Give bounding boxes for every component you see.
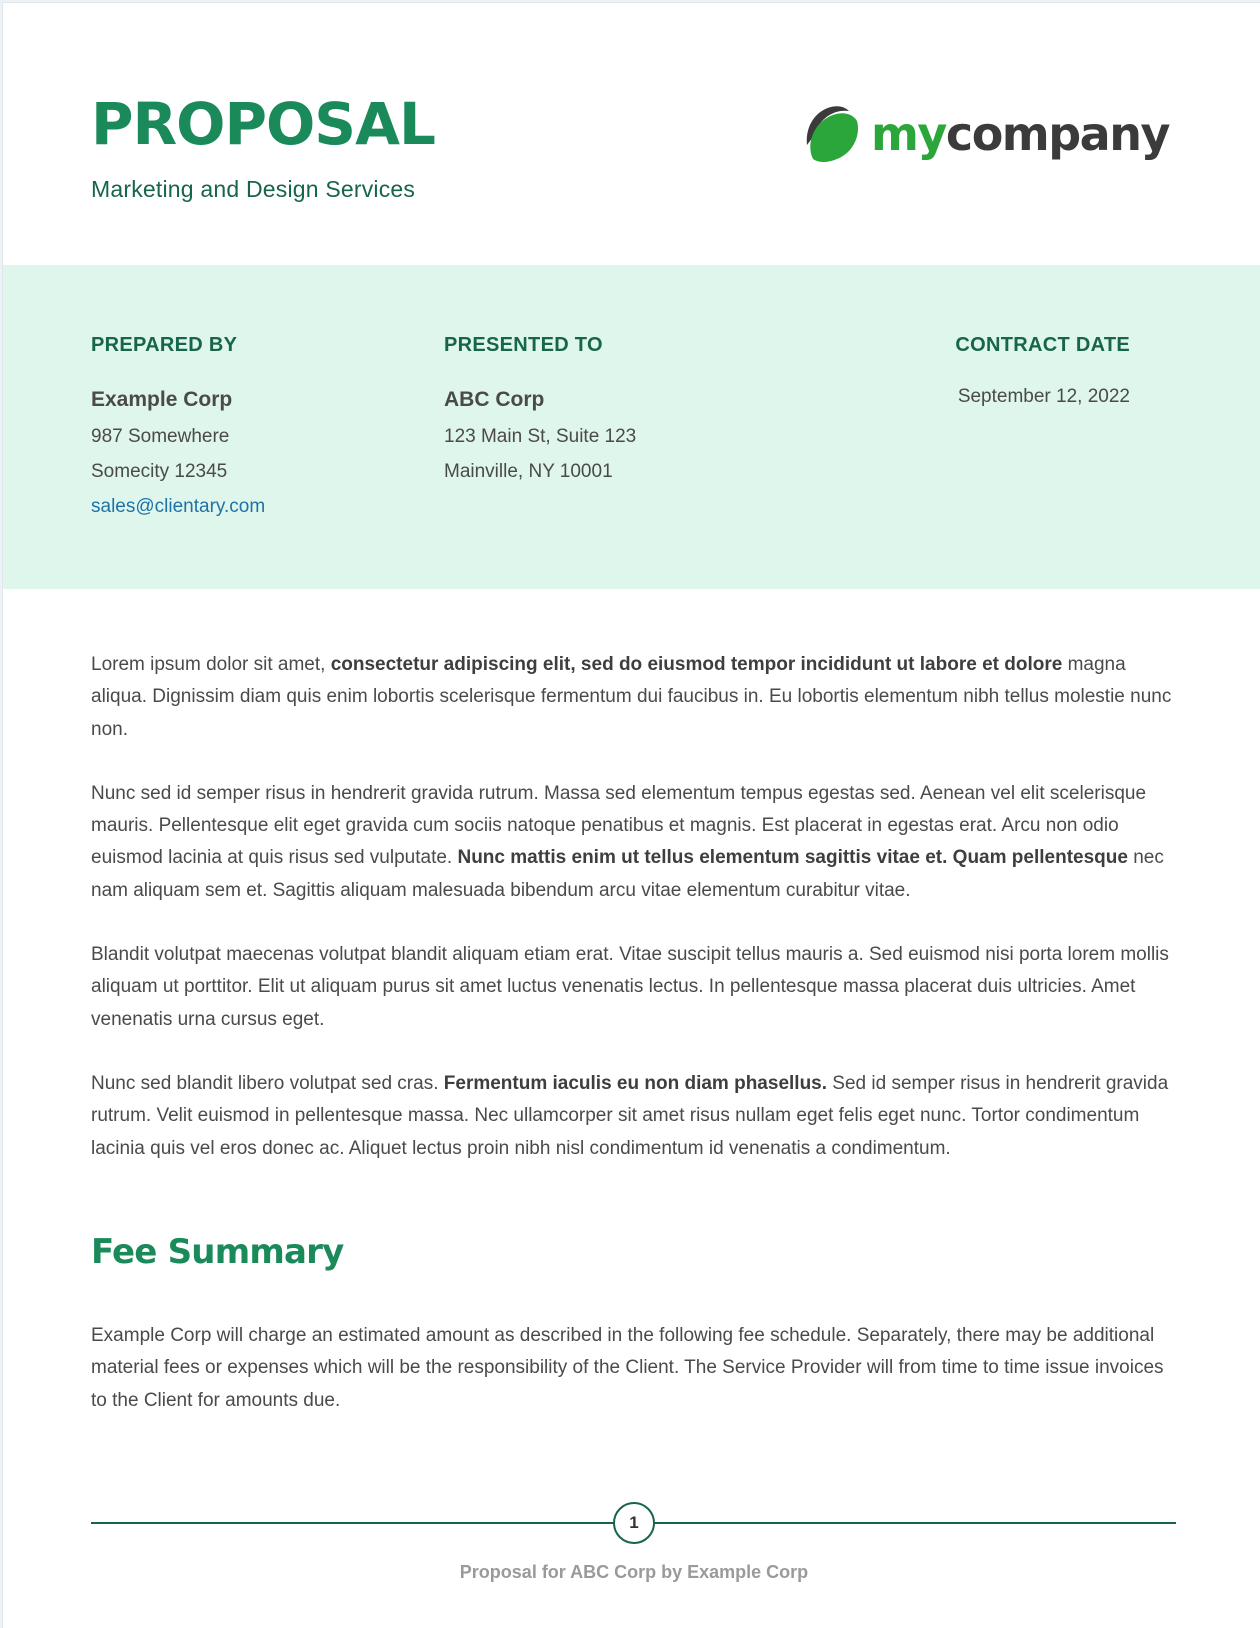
contract-date-label: CONTRACT DATE bbox=[955, 334, 1130, 356]
company-logo bbox=[803, 101, 1169, 167]
body-paragraph-3: Blandit volutpat maecenas volutpat blandit aliquam etiam erat. Vitae suscipit tellus mauris a. Sed euismod nisi porta lorem mollis aliquam ut porttitor. Elit ut aliquam purus sit amet luctus venenatis lectus. In pellentesque massa placerat duis ultricies. Amet venenatis urna cursus eget. bbox=[91, 944, 1169, 1030]
body-paragraph-1 bbox=[91, 649, 1177, 746]
presented-to-address-line1: 123 Main St, Suite 123 bbox=[444, 426, 637, 447]
logo-text-my: my bbox=[871, 107, 946, 161]
presented-to-address-line2: Mainville, NY 10001 bbox=[444, 461, 613, 482]
prepared-by-name: Example Corp bbox=[91, 388, 233, 411]
logo-text-company: company bbox=[945, 107, 1169, 161]
fee-summary-paragraph: Example Corp will charge an estimated amount as described in the following fee schedule. Separately, there may be additional material fees or expenses which will be the responsibility of the Client. The Service Provider will from time to time issue invoices to the Client for amounts due. bbox=[91, 1325, 1164, 1411]
p2-text-a: Nunc sed id semper risus in hendrerit gravida rutrum. Massa sed elementum tempus egestas sed. Aenean vel elit scelerisque mauris. Pellentesque elit eget gravida cum sociis natoque penatibus et magnis. Est placerat in egestas erat. Arcu non odio euismod lacinia at quis risus sed vulputate. bbox=[91, 782, 1147, 869]
contract-date-value: September 12, 2022 bbox=[957, 386, 1130, 407]
page-subtitle: Marketing and Design Services bbox=[91, 176, 416, 202]
prepared-by-address-line1: 987 Somewhere bbox=[91, 426, 230, 447]
p2-bold: Nunc mattis enim ut tellus elementum sagittis vitae et. Quam pellentesque bbox=[457, 847, 1128, 869]
p4-text-a: Nunc sed blandit libero volutpat sed cras. bbox=[91, 1072, 444, 1094]
body-paragraph-2 bbox=[91, 778, 1177, 907]
leaf-logo-icon bbox=[803, 105, 859, 163]
contract-date-column bbox=[955, 335, 1130, 406]
fee-summary-heading: Fee Summary bbox=[91, 1232, 344, 1272]
presented-to-column bbox=[444, 335, 636, 481]
p1-text-a: Lorem ipsum dolor sit amet, bbox=[91, 654, 331, 675]
p1-bold: consectetur adipiscing elit, sed do eiusmod tempor incididunt ut labore et dolore bbox=[330, 654, 1063, 675]
p4-text-c: Sed id semper risus in hendrerit gravida rutrum. Velit euismod in pellentesque massa. Nec ullamcorper sit amet risus nullam eget felis eget nunc. Tortor condimentum lacinia quis vel eros donec ac. Aliquet lectus proin nibh nisl condimentum id venenatis a condimentum. bbox=[91, 1072, 1169, 1159]
logo-wordmark bbox=[871, 107, 1169, 161]
info-band bbox=[3, 265, 1260, 589]
prepared-by-label: PREPARED BY bbox=[91, 334, 238, 356]
footer-caption: Proposal for ABC Corp by Example Corp bbox=[459, 1562, 809, 1582]
page-number-badge: 1 bbox=[613, 1502, 655, 1544]
presented-to-name: ABC Corp bbox=[444, 388, 545, 411]
prepared-by-column bbox=[91, 335, 265, 516]
prepared-by-email-link[interactable]: sales@clientary.com bbox=[91, 496, 266, 517]
proposal-body bbox=[91, 649, 1177, 1197]
proposal-page bbox=[2, 2, 1260, 1628]
p4-bold: Fermentum iaculis eu non diam phasellus. bbox=[443, 1072, 828, 1094]
p2-text-c: nec nam aliquam sem et. Sagittis aliquam malesuada bibendum arcu vitae elementum curabitur vitae. bbox=[91, 847, 1164, 901]
page-title: PROPOSAL bbox=[91, 90, 435, 158]
p1-text-c: magna aliqua. Dignissim diam quis enim lobortis scelerisque fermentum dui faucibus in. Eu lobortis elementum nibh tellus molestie nunc non. bbox=[91, 654, 1172, 740]
prepared-by-address-line2: Somecity 12345 bbox=[91, 461, 228, 482]
body-paragraph-4 bbox=[91, 1068, 1177, 1165]
header bbox=[3, 3, 1260, 265]
fee-summary-section bbox=[91, 1320, 1177, 1449]
presented-to-label: PRESENTED TO bbox=[444, 334, 603, 356]
